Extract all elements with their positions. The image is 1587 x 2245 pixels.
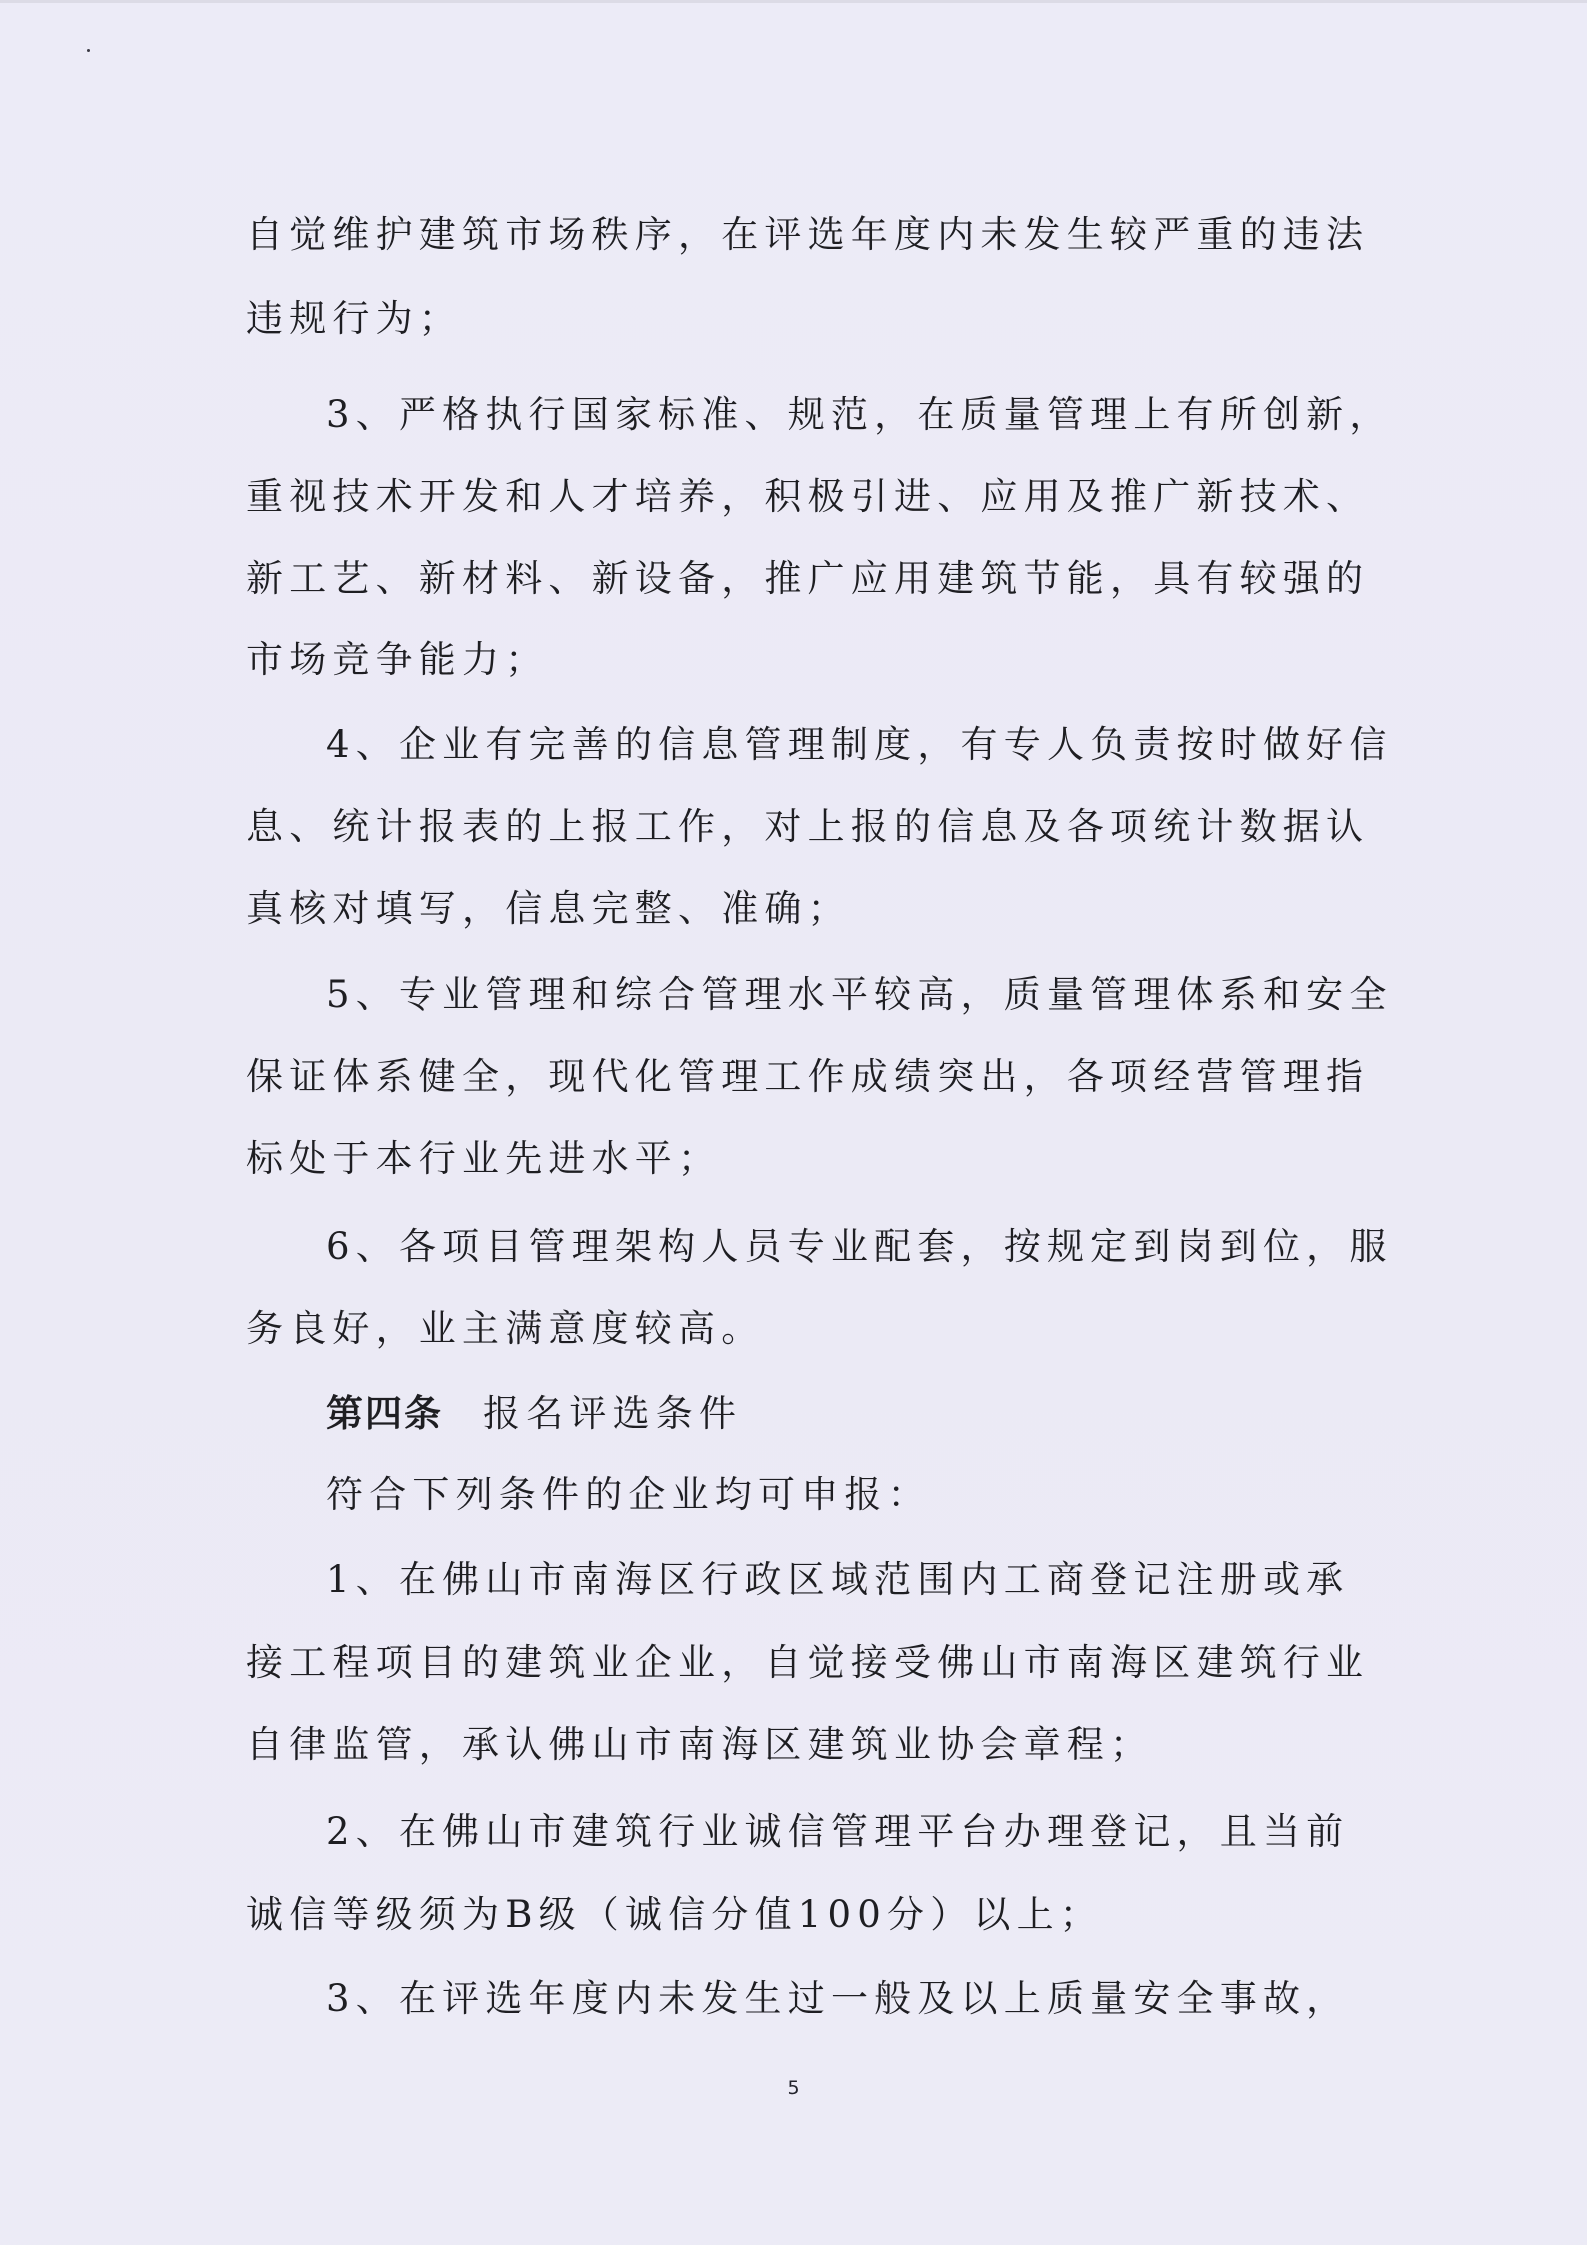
article-heading bbox=[246, 1383, 742, 1443]
paragraph-line-item-4: 4、企业有完善的信息管理制度，有专人负责按时做好信 bbox=[326, 723, 1393, 766]
article-number: 第四条 bbox=[326, 1391, 443, 1435]
paragraph-line-condition-3: 3、在评选年度内未发生过一般及以上质量安全事故， bbox=[326, 1977, 1350, 2020]
paragraph-line: 真核对填写，信息完整、准确； bbox=[246, 887, 851, 930]
paragraph-line-item-5: 5、专业管理和综合管理水平较高，质量管理体系和安全 bbox=[326, 973, 1393, 1016]
paragraph-line-item-3: 3、严格执行国家标准、规范，在质量管理上有所创新， bbox=[326, 393, 1393, 436]
page-top-edge bbox=[0, 0, 1587, 3]
paragraph-line: 新工艺、新材料、新设备，推广应用建筑节能，具有较强的 bbox=[246, 557, 1370, 600]
paragraph-line: 息、统计报表的上报工作，对上报的信息及各项统计数据认 bbox=[246, 805, 1370, 848]
article-title: 报名评选条件 bbox=[483, 1392, 743, 1435]
paragraph-line: 保证体系健全，现代化管理工作成绩突出，各项经营管理指 bbox=[246, 1055, 1370, 1098]
paragraph-line: 标处于本行业先进水平； bbox=[246, 1137, 722, 1180]
paragraph-line-condition-1: 1、在佛山市南海区行政区域范围内工商登记注册或承 bbox=[326, 1558, 1350, 1601]
paragraph-line-condition-2: 2、在佛山市建筑行业诚信管理平台办理登记，且当前 bbox=[326, 1810, 1350, 1853]
paragraph-line: 诚信等级须为B级（诚信分值100分）以上； bbox=[246, 1893, 1104, 1936]
paragraph-line-item-6: 6、各项目管理架构人员专业配套，按规定到岗到位，服 bbox=[326, 1225, 1393, 1268]
scan-speck bbox=[87, 49, 90, 52]
paragraph-line: 接工程项目的建筑业企业，自觉接受佛山市南海区建筑行业 bbox=[246, 1641, 1370, 1684]
paragraph-line: 自觉维护建筑市场秩序，在评选年度内未发生较严重的违法 bbox=[246, 213, 1370, 256]
paragraph-line: 符合下列条件的企业均可申报： bbox=[326, 1473, 931, 1516]
page-number: 5 bbox=[787, 2077, 800, 2099]
paragraph-line: 务良好，业主满意度较高。 bbox=[246, 1307, 765, 1350]
paragraph-line: 重视技术开发和人才培养，积极引进、应用及推广新技术、 bbox=[246, 475, 1370, 518]
paragraph-line: 违规行为； bbox=[246, 297, 462, 340]
paragraph-line: 自律监管，承认佛山市南海区建筑业协会章程； bbox=[246, 1723, 1154, 1766]
paragraph-line: 市场竞争能力； bbox=[246, 638, 549, 681]
